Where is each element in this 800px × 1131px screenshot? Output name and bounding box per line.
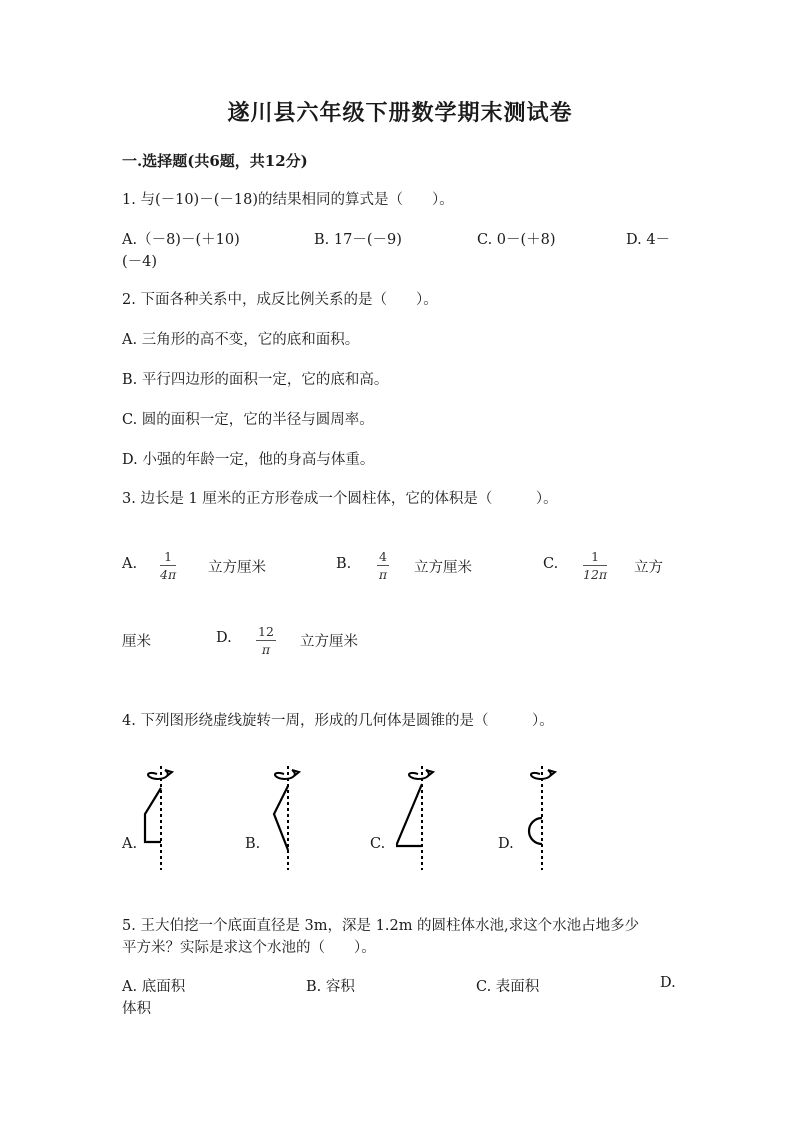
q3-option-d-fraction	[256, 624, 276, 657]
fraction-numerator: 1	[591, 549, 600, 564]
q1-option-d-continued: (－4)	[122, 254, 158, 270]
q3-option-b-unit: 立方厘米	[414, 560, 472, 576]
fraction-numerator: 1	[164, 549, 173, 564]
q4-option-d-label: D.	[498, 836, 514, 852]
question-5-stem-line-1: 5. 王大伯挖一个底面直径是 3m，深是 1.2m 的圆柱体水池,求这个水池占地多少	[122, 918, 640, 934]
q3-option-c-unit: 立方	[634, 560, 663, 576]
q4-option-b-label: B.	[245, 836, 261, 852]
q5-option-a: A. 底面积	[122, 979, 186, 995]
fraction-denominator: 12π	[583, 567, 608, 582]
fraction-denominator: π	[378, 567, 388, 582]
question-1-stem: 1. 与(－10)－(－18)的结果相同的算式是（ ）。	[122, 192, 454, 208]
question-2-stem: 2. 下面各种关系中，成反比例关系的是（ ）。	[122, 292, 438, 308]
q1-option-d: D. 4－	[626, 232, 671, 248]
q5-option-d-continued: 体积	[122, 1001, 151, 1017]
q4-option-c-label: C.	[370, 836, 386, 852]
fraction-bar	[160, 565, 176, 566]
question-3-stem: 3. 边长是 1 厘米的正方形卷成一个圆柱体，它的体积是（ ）。	[122, 491, 558, 507]
q1-option-a: A.（－8)－(＋10)	[122, 232, 240, 248]
q5-option-b: B. 容积	[306, 979, 355, 995]
q4-figure-c	[396, 762, 446, 872]
fraction-numerator: 12	[258, 624, 274, 639]
fraction-denominator: π	[261, 642, 271, 657]
q3-option-d-letter: D.	[216, 630, 232, 646]
q5-option-d: D.	[660, 975, 676, 991]
q4-figure-b	[262, 762, 312, 872]
q5-option-c: C. 表面积	[476, 979, 540, 995]
q3-option-a-unit: 立方厘米	[208, 560, 266, 576]
fraction-bar	[256, 640, 276, 641]
fraction-bar	[377, 565, 389, 566]
q4-figure-a	[135, 762, 185, 872]
q2-option-c: C. 圆的面积一定，它的半径与圆周率。	[122, 412, 374, 428]
section-heading: 一.选择题(共6题，共12分)	[122, 152, 308, 170]
q3-option-c-unit-continued: 厘米	[122, 634, 151, 650]
q4-option-a-label: A.	[122, 836, 138, 852]
q3-option-c-letter: C.	[543, 556, 559, 572]
page-title: 遂川县六年级下册数学期末测试卷	[227, 100, 573, 126]
q1-option-c: C. 0－(＋8)	[477, 232, 556, 248]
q2-option-d: D. 小强的年龄一定，他的身高与体重。	[122, 452, 375, 468]
q2-option-b: B. 平行四边形的面积一定，它的底和高。	[122, 372, 389, 388]
q3-option-c-fraction	[583, 549, 607, 582]
question-4-stem: 4. 下列图形绕虚线旋转一周，形成的几何体是圆锥的是（ ）。	[122, 713, 554, 729]
q3-option-a-letter: A.	[122, 556, 138, 572]
q3-option-b-letter: B.	[336, 556, 352, 572]
q1-option-b: B. 17－(－9)	[314, 232, 402, 248]
q3-option-a-fraction	[160, 549, 176, 582]
q4-figure-d	[518, 762, 568, 872]
q3-option-d-unit: 立方厘米	[300, 634, 358, 650]
q2-option-a: A. 三角形的高不变，它的底和面积。	[122, 332, 360, 348]
q3-option-b-fraction	[377, 549, 389, 582]
fraction-bar	[583, 565, 607, 566]
fraction-numerator: 4	[379, 549, 387, 564]
question-5-stem-line-2: 平方米？实际是求这个水池的（ ）。	[122, 940, 376, 956]
fraction-denominator: 4π	[160, 567, 177, 582]
